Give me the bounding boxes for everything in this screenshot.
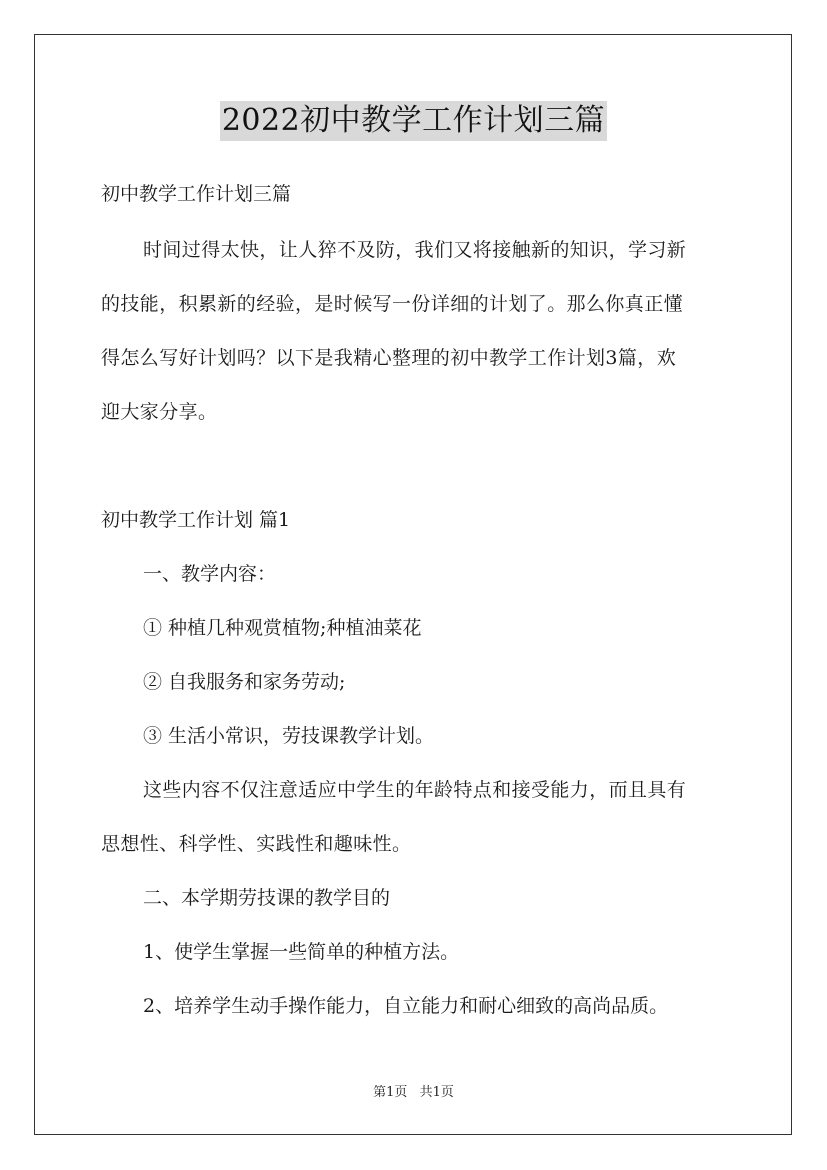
intro-line-1: 时间过得太快，让人猝不及防，我们又将接触新的知识，学习新: [143, 239, 687, 261]
goal-item-2: 2、培养学生动手操作能力，自立能力和耐心细致的高尚品质。: [143, 995, 669, 1017]
intro-line-4: 迎大家分享。: [101, 401, 218, 423]
content-item-1: ① 种植几种观赏植物;种植油菜花: [143, 617, 422, 639]
content-note-line-2: 思想性、科学性、实践性和趣味性。: [101, 833, 412, 855]
content-heading: 一、教学内容：: [143, 563, 277, 585]
page-number: 第1页: [373, 1085, 408, 1100]
goal-item-1: 1、使学生掌握一些简单的种植方法。: [143, 941, 460, 963]
page-footer: [0, 1084, 827, 1102]
title-container: [0, 101, 827, 141]
content-item-2: ② 自我服务和家务劳动;: [143, 671, 346, 693]
content-note-line-1: 这些内容不仅注意适应中学生的年龄特点和接受能力，而且具有: [143, 779, 687, 801]
document-title: 2022初中教学工作计划三篇: [220, 101, 607, 141]
intro-line-3: 得怎么写好计划吗？以下是我精心整理的初中教学工作计划3篇，欢: [101, 347, 677, 369]
document-subtitle: 初中教学工作计划三篇: [101, 183, 292, 205]
section-heading: 初中教学工作计划 篇1: [101, 509, 291, 531]
content-item-3: ③ 生活小常识，劳技课教学计划。: [143, 725, 435, 747]
page-total: 共1页: [419, 1085, 454, 1100]
goal-heading: 二、本学期劳技课的教学目的: [143, 887, 391, 909]
intro-line-2: 的技能，积累新的经验，是时候写一份详细的计划了。那么你真正懂: [101, 293, 684, 315]
